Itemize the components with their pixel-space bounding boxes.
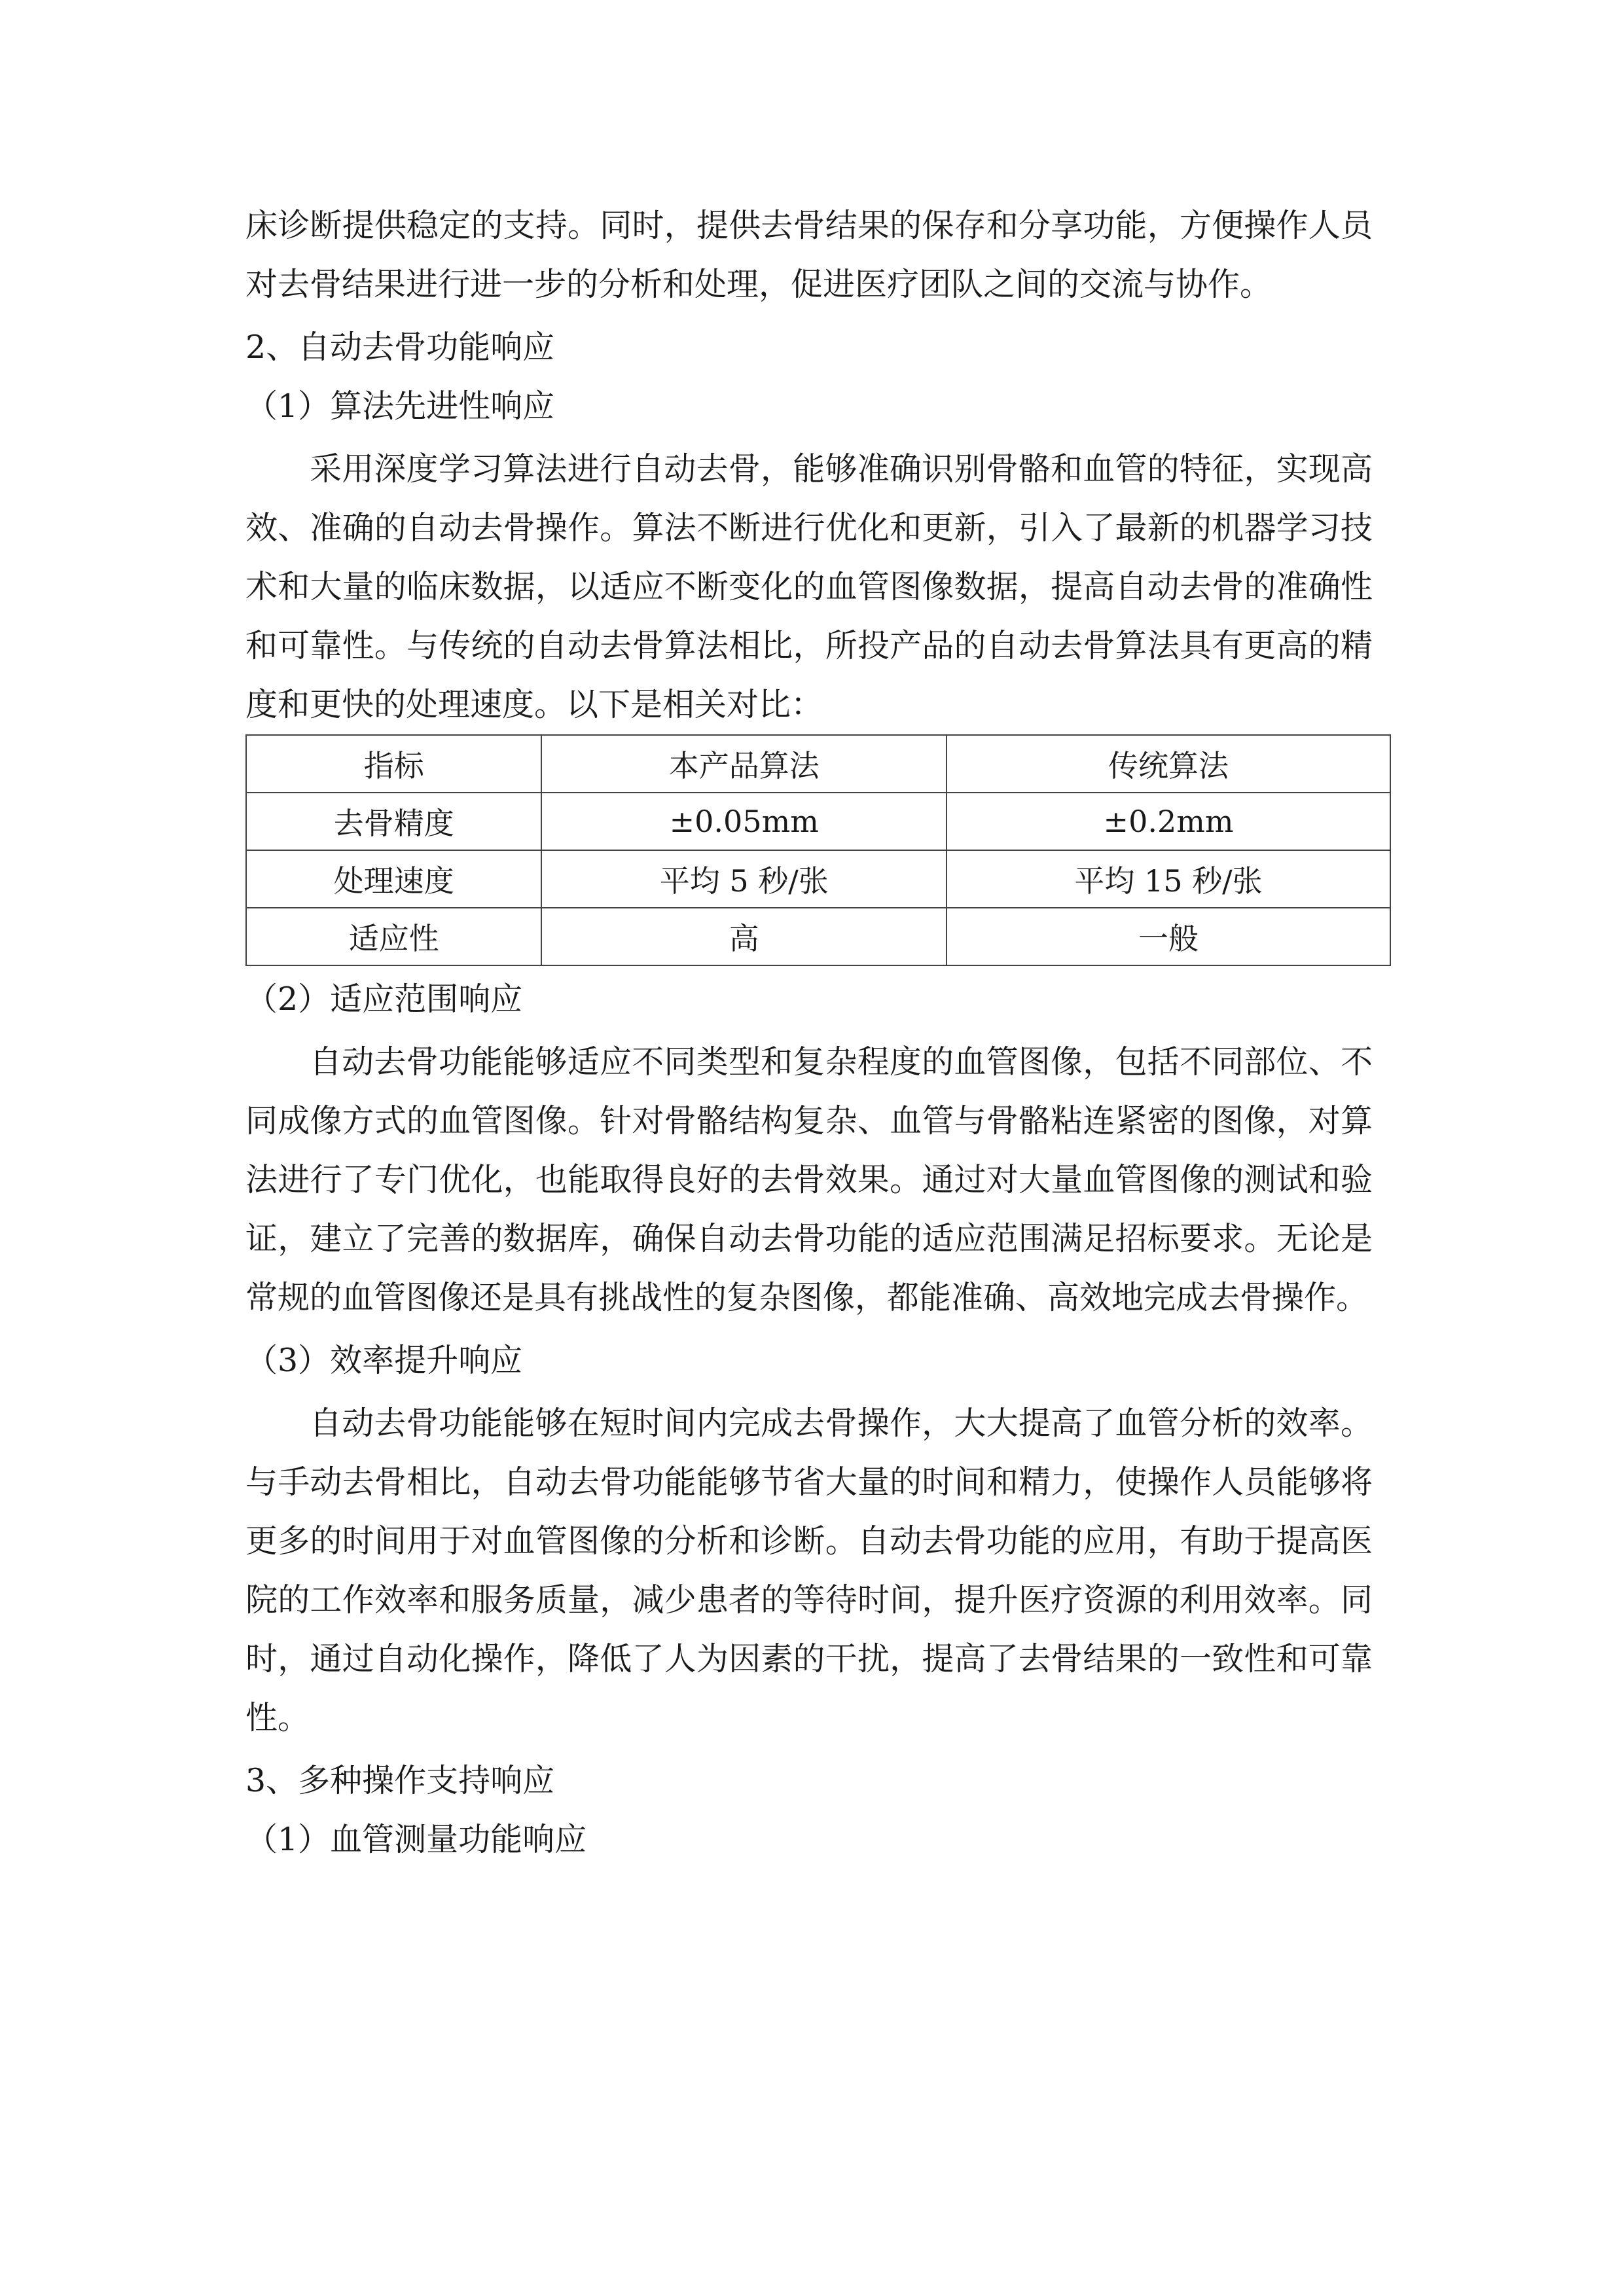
- intro-paragraph: 床诊断提供稳定的支持。同时，提供去骨结果的保存和分享功能，方便操作人员对去骨结果进行进一步的分析和处理，促进医疗团队之间的交流与协作。: [245, 207, 1373, 303]
- table-cell: 平均 5 秒/张: [541, 850, 947, 908]
- table-cell: 去骨精度: [246, 793, 541, 850]
- subsection-2-2-title: （2）适应范围响应: [245, 980, 523, 1018]
- table-header-cell: 本产品算法: [541, 735, 947, 793]
- table-cell: 高: [541, 908, 947, 965]
- subsection-2-3-title: （3）效率提升响应: [245, 1342, 523, 1379]
- table-cell: 平均 15 秒/张: [947, 850, 1390, 908]
- section-3-heading: 3、多种操作支持响应: [245, 1762, 555, 1799]
- section-2-heading: 2、自动去骨功能响应: [245, 329, 555, 366]
- subsection-2-3-body: 自动去骨功能能够在短时间内完成去骨操作，大大提高了血管分析的效率。与手动去骨相比，自动去骨功能能够节省大量的时间和精力，使操作人员能够将更多的时间用于对血管图像的分析和诊断。自动去骨功能的应用，有助于提高医院的工作效率和服务质量，减少患者的等待时间，提升医疗资源的利用效率。同时，通过自动化操作，降低了人为因素的干扰，提高了去骨结果的一致性和可靠性。: [245, 1405, 1373, 1736]
- document-page: [245, 196, 1373, 1869]
- subsection-2-1-body: 采用深度学习算法进行自动去骨，能够准确识别骨骼和血管的特征，实现高效、准确的自动去骨操作。算法不断进行优化和更新，引入了最新的机器学习技术和大量的临床数据，以适应不断变化的血管图像数据，提高自动去骨的准确性和可靠性。与传统的自动去骨算法相比，所投产品的自动去骨算法具有更高的精度和更快的处理速度。以下是相关对比：: [245, 450, 1373, 723]
- subsection-2-1-title: （1）算法先进性响应: [245, 387, 555, 425]
- table-cell: ±0.2mm: [947, 793, 1390, 850]
- subsection-3-1-title: （1）血管测量功能响应: [245, 1821, 587, 1858]
- table-row: [246, 793, 1390, 850]
- table-header-cell: 指标: [246, 735, 541, 793]
- table-row: [246, 850, 1390, 908]
- table-cell: ±0.05mm: [541, 793, 947, 850]
- table-header-cell: 传统算法: [947, 735, 1390, 793]
- table-cell: 处理速度: [246, 850, 541, 908]
- subsection-2-2-body: 自动去骨功能能够适应不同类型和复杂程度的血管图像，包括不同部位、不同成像方式的血管图像。针对骨骼结构复杂、血管与骨骼粘连紧密的图像，对算法进行了专门优化，也能取得良好的去骨效果。通过对大量血管图像的测试和验证，建立了完善的数据库，确保自动去骨功能的适应范围满足招标要求。无论是常规的血管图像还是具有挑战性的复杂图像，都能准确、高效地完成去骨操作。: [245, 1043, 1373, 1316]
- table-cell: 一般: [947, 908, 1390, 965]
- table-header-row: [246, 735, 1390, 793]
- table-row: [246, 908, 1390, 965]
- table-cell: 适应性: [246, 908, 541, 965]
- comparison-table: [245, 734, 1391, 966]
